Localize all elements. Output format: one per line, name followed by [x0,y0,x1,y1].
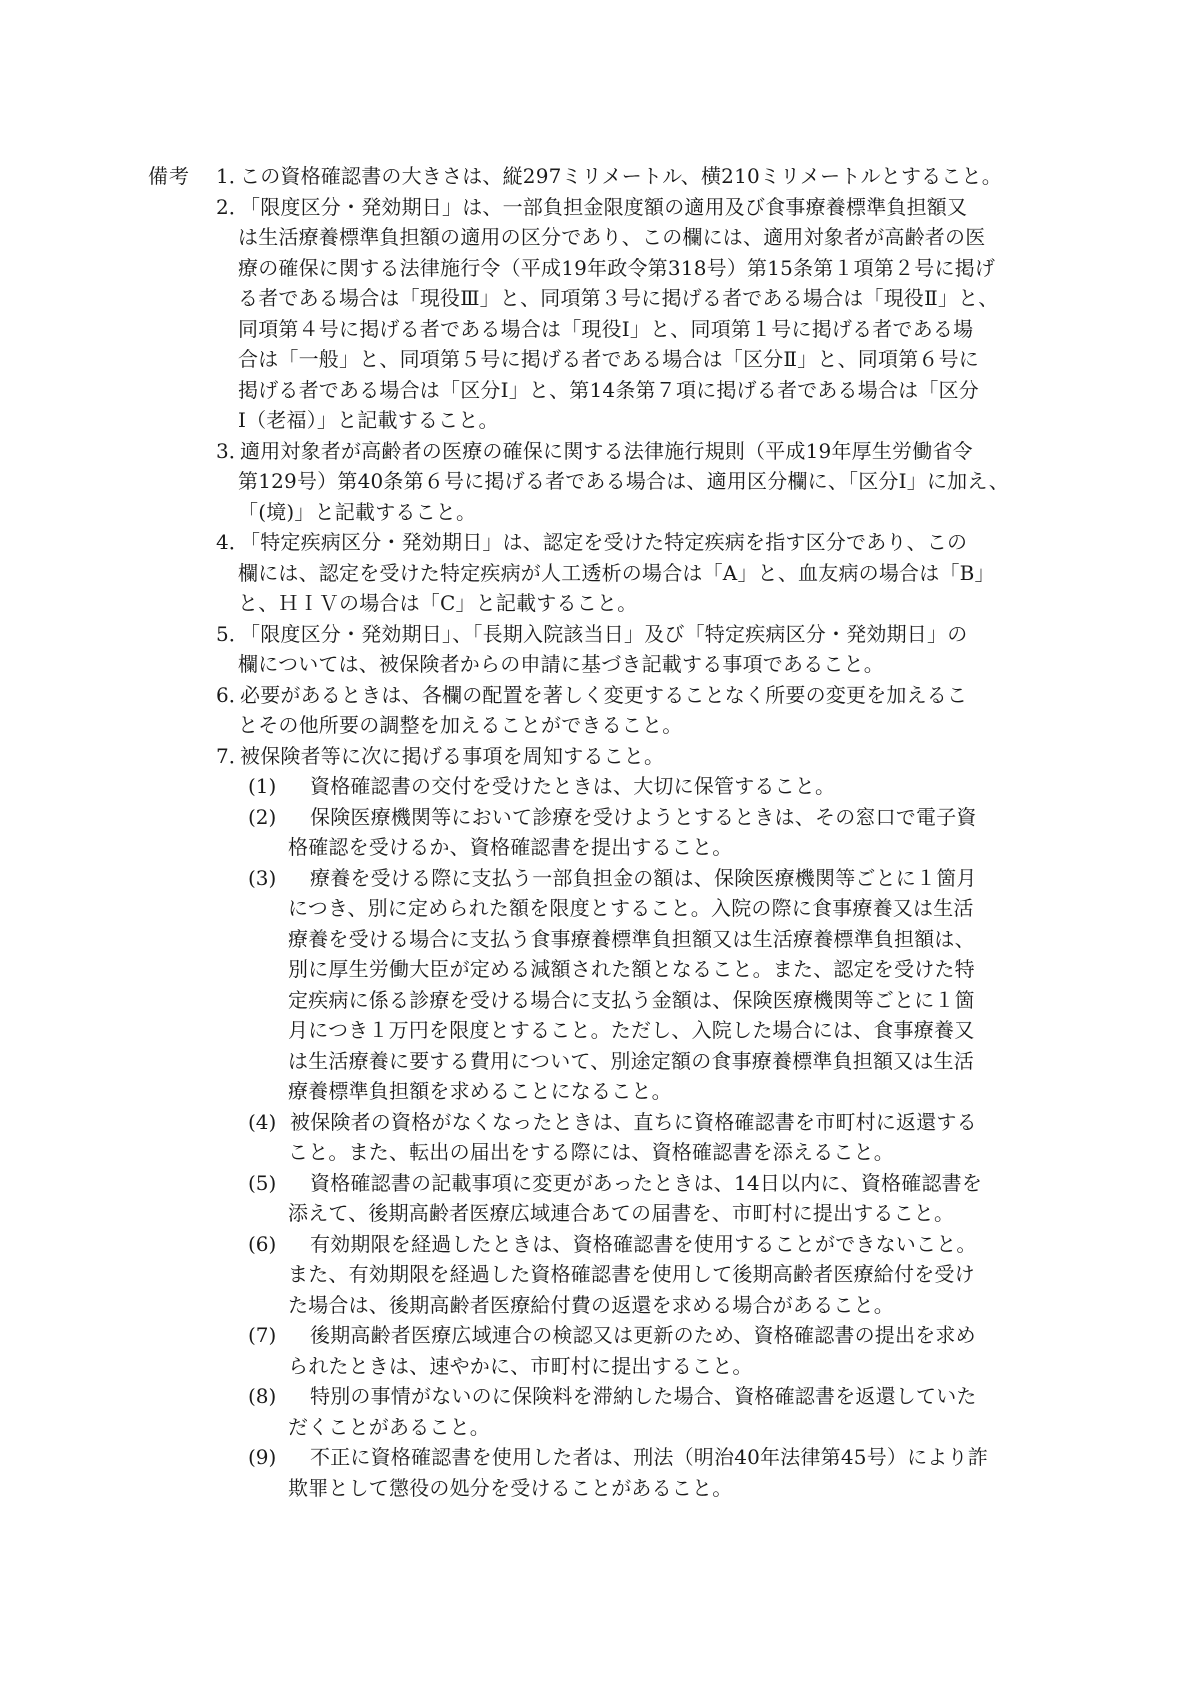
subitem-text-line: 格確認を受けるか、資格確認書を提出すること。 [288,835,733,859]
item-number: 1． [216,164,249,188]
subitem-number: (1) [248,774,277,798]
item-text-line: 「特定疾病区分・発効期日」は、認定を受けた特定疾病を指す区分であり、この [240,530,968,554]
item-text-line: Ⅰ（老福）」と記載すること。 [238,408,499,432]
subitem-number: (3) [248,865,277,890]
subitem-text-line: につき、別に定められた額を限度とすること。入院の際に食事療養又は生活 [288,896,974,920]
subitem-number: (8) [248,1384,277,1408]
subitem-text-line: 添えて、後期高齢者医療広域連合あての届書を、市町村に提出すること。 [288,1201,955,1225]
item-text-line: 適用対象者が高齢者の医療の確保に関する法律施行規則（平成19年厚生労働省令 [240,438,973,463]
item-number: 7． [216,743,249,768]
item-text-line: 合は「一般」と、同項第５号に掲げる者である場合は「区分Ⅱ」と、同項第６号に [238,347,979,371]
subitem-text-line: 資格確認書の交付を受けたときは、大切に保管すること。 [310,774,836,798]
subitem-text-line: 被保険者の資格がなくなったときは、直ちに資格確認書を市町村に返還する [290,1109,977,1134]
subitem-text-line: 後期高齢者医療広域連合の検認又は更新のため、資格確認書の提出を求め [310,1323,976,1347]
item-text-line: 被保険者等に次に掲げる事項を周知すること。 [240,743,665,768]
item-text-line: 「限度区分・発効期日」、「長期入院該当日」及び「特定疾病区分・発効期日」の [240,621,968,646]
item-text-line: この資格確認書の大きさは、縦297ミリメートル、横210ミリメートルとすること。 [240,164,1002,188]
subitem-text-line: また、有効期限を経過した資格確認書を使用して後期高齢者医療給付を受け [288,1262,975,1286]
subitem-text-line: 月につき１万円を限度とすること。ただし、入院した場合には、食事療養又 [288,1018,975,1042]
subitem-number: (2) [248,804,277,829]
item-text-line: 第129号）第40条第６号に掲げる者である場合は、適用区分欄に、「区分Ⅰ」に加え、 [238,469,1009,493]
subitem-text-line: られたときは、速やかに、市町村に提出すること。 [288,1353,753,1378]
subitem-text-line: 療養を受ける際に支払う一部負担金の額は、保険医療機関等ごとに１箇月 [310,865,977,890]
subitem-text-line: こと。また、転出の届出をする際には、資格確認書を添えること。 [288,1140,894,1164]
item-text-line: る者である場合は「現役Ⅲ」と、同項第３号に掲げる者である場合は「現役Ⅱ」と、 [238,286,999,310]
subitem-text-line: 定疾病に係る診療を受ける場合に支払う金額は、保険医療機関等ごとに１箇 [288,987,975,1012]
item-number: 6． [216,682,249,707]
subitem-text-line: た場合は、後期高齢者医療給付費の返還を求める場合があること。 [288,1292,894,1317]
subitem-text-line: 有効期限を経過したときは、資格確認書を使用することができないこと。 [310,1231,977,1256]
item-number: 2． [216,194,249,219]
subitem-text-line: は生活療養に要する費用について、別途定額の食事療養標準負担額又は生活 [288,1048,974,1073]
subitem-text-line: 別に厚生労働大臣が定める減額された額となること。また、認定を受けた特 [288,957,975,981]
remarks-heading: 備考 [148,164,190,188]
item-text-line: と、ＨＩＶの場合は「C」と記載すること。 [238,591,638,615]
subitem-text-line: 資格確認書の記載事項に変更があったときは、14日以内に、資格確認書を [310,1170,983,1195]
subitem-text-line: 療養を受ける場合に支払う食事療養標準負担額又は生活療養標準負担額は、 [288,926,975,951]
subitem-text-line: 保険医療機関等において診療を受けようとするときは、その窓口で電子資 [310,804,977,829]
item-text-line: 掲げる者である場合は「区分Ⅰ」と、第14条第７項に掲げる者である場合は「区分 [238,377,979,402]
item-text-line: 必要があるときは、各欄の配置を著しく変更することなく所要の変更を加えるこ [240,682,968,707]
item-number: 4． [216,530,249,554]
subitem-text-line: 欺罪として懲役の処分を受けることがあること。 [288,1475,733,1500]
subitem-number: (5) [248,1170,277,1195]
subitem-number: (7) [248,1323,277,1347]
item-text-line: 欄については、被保険者からの申請に基づき記載する事項であること。 [238,652,884,676]
item-text-line: 「(境)」と記載すること。 [238,499,477,524]
item-text-line: 欄には、認定を受けた特定疾病が人工透析の場合は「A」と、血友病の場合は「B」 [238,560,995,585]
subitem-text-line: 不正に資格確認書を使用した者は、刑法（明治40年法律第45号）により詐 [310,1445,988,1469]
item-text-line: とその他所要の調整を加えることができること。 [238,713,683,737]
item-text-line: は生活療養標準負担額の適用の区分であり、この欄には、適用対象者が高齢者の医 [238,225,986,249]
subitem-text-line: 療養標準負担額を求めることになること。 [288,1079,672,1103]
subitem-number: (6) [248,1231,277,1256]
item-text-line: 療の確保に関する法律施行令（平成19年政令第318号）第15条第１項第２号に掲げ [238,255,996,280]
subitem-text-line: 特別の事情がないのに保険料を滞納した場合、資格確認書を返還していた [310,1384,977,1408]
subitem-text-line: だくことがあること。 [288,1414,490,1439]
subitem-number: (9) [248,1445,277,1469]
item-number: 5． [216,621,249,646]
item-text-line: 「限度区分・発効期日」は、一部負担金限度額の適用及び食事療養標準負担額又 [240,194,968,219]
item-number: 3． [216,438,249,463]
subitem-number: (4) [248,1109,277,1134]
item-text-line: 同項第４号に掲げる者である場合は「現役Ⅰ」と、同項第１号に掲げる者である場 [238,316,974,341]
